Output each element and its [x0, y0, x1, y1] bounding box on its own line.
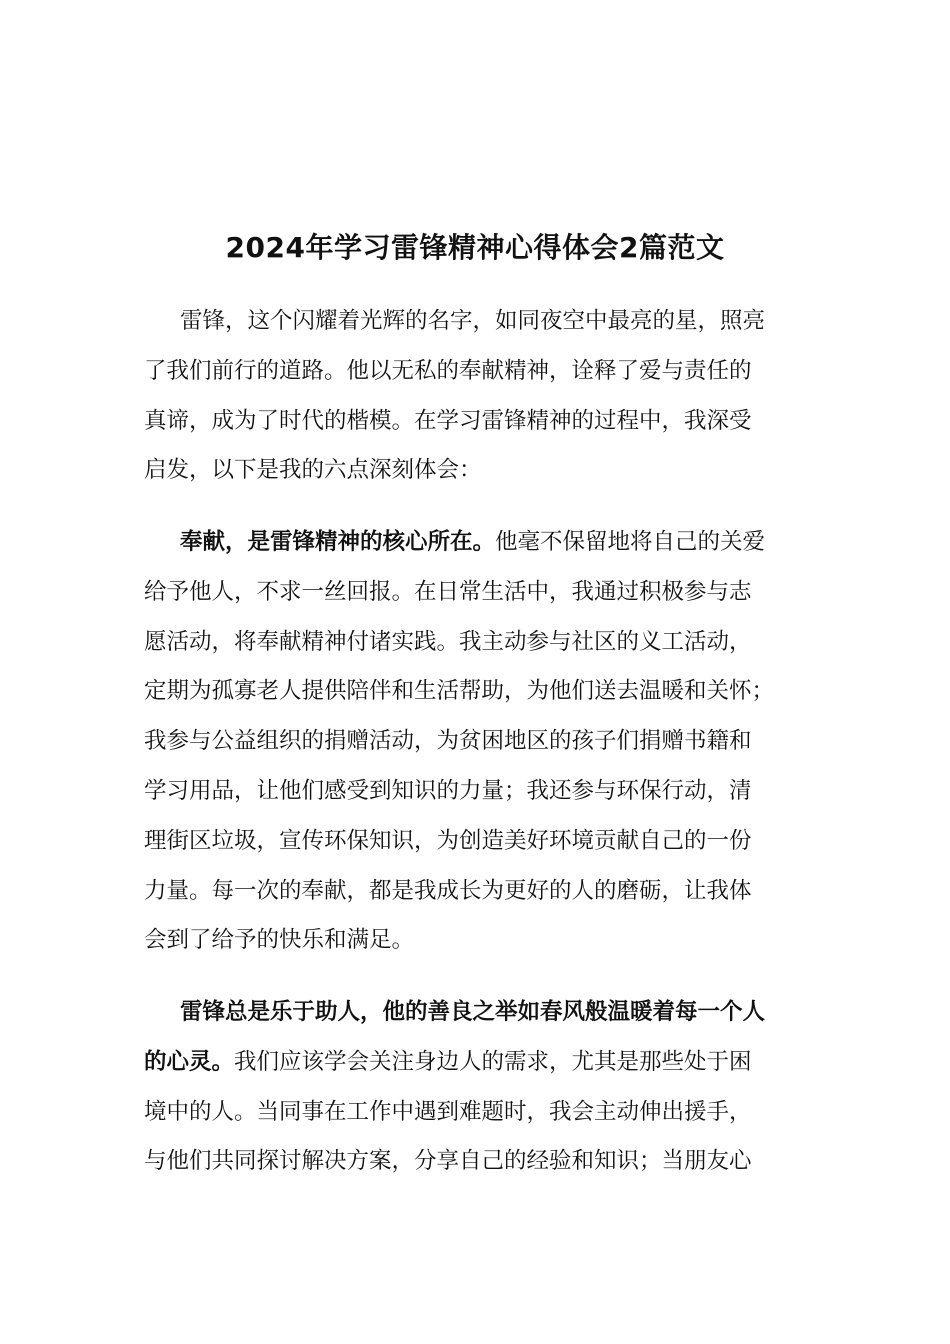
- paragraph-line: 理街区垃圾，宣传环保知识，为创造美好环境贡献自己的一份: [144, 827, 752, 854]
- paragraph-line: 真谛，成为了时代的楷模。在学习雷锋精神的过程中，我深受: [144, 407, 752, 434]
- paragraph-line: 了我们前行的道路。他以无私的奉献精神，诠释了爱与责任的: [144, 357, 752, 384]
- paragraph-line: 定期为孤寡老人提供陪伴和生活帮助，为他们送去温暖和关怀；: [144, 678, 775, 705]
- paragraph-line: 我参与公益组织的捐赠活动，为贫困地区的孩子们捐赠书籍和: [144, 728, 752, 755]
- paragraph-line: 会到了给予的快乐和满足。: [144, 927, 415, 954]
- paragraph-intro: [144, 297, 824, 496]
- paragraph-helping-others: [144, 988, 824, 1187]
- paragraph-heading-end: 的心灵。: [144, 1048, 235, 1075]
- paragraph-text: 他毫不保留地将自己的关爱: [495, 529, 766, 555]
- paragraph-line: 启发，以下是我的六点深刻体会：: [144, 457, 482, 484]
- paragraph-heading: 雷锋总是乐于助人，他的善良之举如春风般温暖着每一个人: [180, 999, 766, 1025]
- paragraph-text: 我们应该学会关注身边人的需求，尤其是那些处于困: [234, 1048, 752, 1075]
- paragraph-second-line: [144, 1038, 824, 1088]
- paragraph-line: 给予他人，不求一丝回报。在日常生活中，我通过积极参与志: [144, 578, 752, 605]
- paragraph-line: 境中的人。当同事在工作中遇到难题时，我会主动伸出援手，: [144, 1098, 752, 1125]
- paragraph-line: 与他们共同探讨解决方案，分享自己的经验和知识；当朋友心: [144, 1148, 752, 1175]
- paragraph-line: 学习用品，让他们感受到知识的力量；我还参与环保行动，清: [144, 777, 752, 804]
- paragraph-line: 力量。每一次的奉献，都是我成长为更好的人的磨砺，让我体: [144, 877, 752, 904]
- paragraph-line: 愿活动，将奉献精神付诸实践。我主动参与社区的义工活动，: [144, 628, 752, 655]
- document-title: 2024年学习雷锋精神心得体会2篇范文: [225, 231, 725, 264]
- paragraph-dedication: [144, 518, 824, 966]
- paragraph-line: 雷锋，这个闪耀着光辉的名字，如同夜空中最亮的星，照亮: [180, 308, 766, 334]
- paragraph-heading: 奉献，是雷锋精神的核心所在。: [180, 529, 496, 555]
- paragraph-first-line: [144, 518, 824, 568]
